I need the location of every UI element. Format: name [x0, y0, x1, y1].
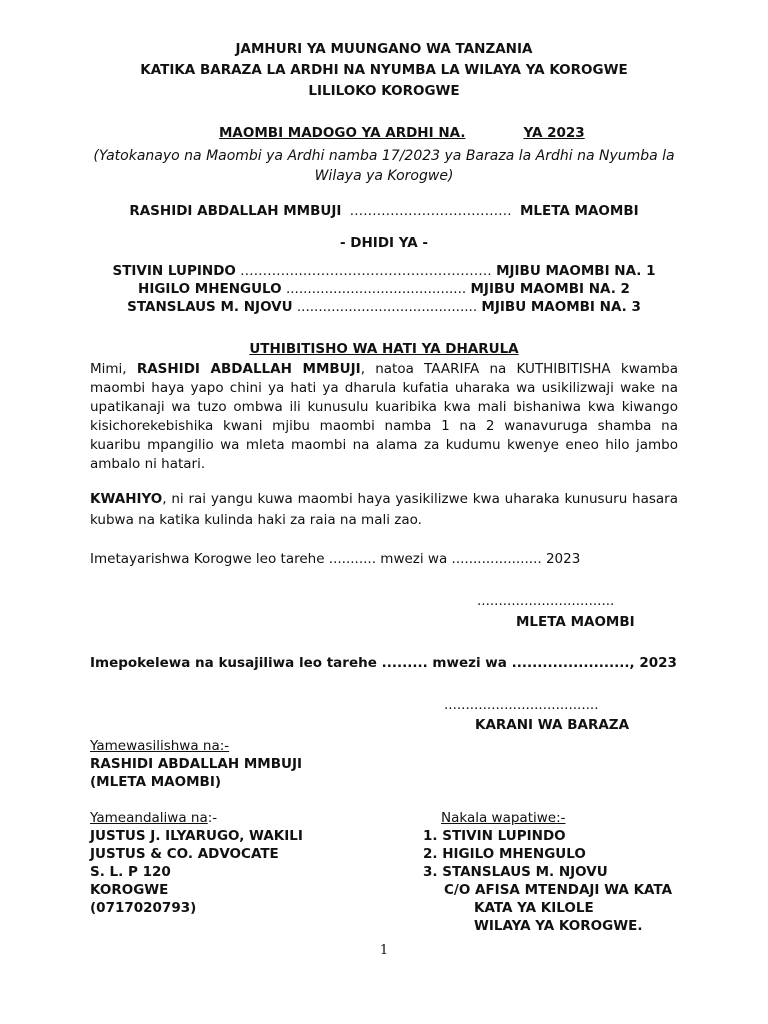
applicant-dots: ………………………………	[349, 203, 512, 219]
copy-kata: KATA YA KILOLE	[474, 900, 594, 916]
respondent-role: MJIBU MAOMBI NA. 3	[481, 299, 641, 315]
respondent-role: MJIBU MAOMBI NA. 1	[496, 263, 656, 279]
filed-by-name: RASHIDI ABDALLAH MMBUJI	[90, 756, 303, 772]
applicant-line	[0, 203, 768, 219]
p2-therefore: KWAHIYO	[90, 491, 163, 507]
copy-recipient: 1. STIVIN LUPINDO	[423, 828, 566, 844]
drawn-by-line: KOROGWE	[90, 882, 169, 898]
page-number: 1	[379, 943, 389, 958]
p1-applicant-name: RASHIDI ABDALLAH MMBUJI	[136, 361, 361, 377]
filed-by-role: (MLETA MAOMBI)	[90, 774, 222, 790]
respondent-line-3	[0, 299, 768, 315]
case-subtitle-line2: Wilaya ya Korogwe)	[314, 168, 454, 184]
filed-by-heading: Yamewasilishwa na:-	[90, 738, 230, 754]
respondent-name: HIGILO MHENGULO	[138, 281, 282, 297]
header-tribunal: KATIKA BARAZA LA ARDHI NA NYUMBA LA WILAYA YA KOROGWE	[140, 62, 628, 78]
header-republic: JAMHURI YA MUUNGANO WA TANZANIA	[235, 41, 533, 57]
prepared-date-line: Imetayarishwa Korogwe leo tarehe ........... mwezi wa ..................... 2023	[90, 551, 581, 567]
header-location: LILILOKO KOROGWE	[308, 83, 460, 99]
p1-body: , natoa TAARIFA na KUTHIBITISHA kwamba maombi haya yapo chini ya hati ya dharula kufatia uharaka wa usikilizwaji wake na upatikanaji wa tuzo ombwa ili kunusulu kuaribika kwa mali bishaniwa kwa kiwango kisichorekebishika kwani mjibu maombi namba 1 na 2 wanavuruga shamba na kuaribu mpangilio wa mleta maombi na alama za kudumu kwenye eneo hilo jambo ambalo ni hatari.	[90, 361, 678, 472]
respondent-name: STIVIN LUPINDO	[112, 263, 236, 279]
drawn-by-line: JUSTUS J. ILYARUGO, WAKILI	[90, 828, 303, 844]
case-subtitle-line1: (Yatokanayo na Maombi ya Ardhi namba 17/2023 ya Baraza la Ardhi na Nyumba la	[93, 148, 675, 164]
respondent-role: MJIBU MAOMBI NA. 2	[470, 281, 630, 297]
copies-heading: Nakala wapatiwe:-	[441, 810, 566, 826]
copy-care-of: C/O AFISA MTENDAJI WA KATA	[444, 882, 673, 898]
copy-wilaya: WILAYA YA KOROGWE.	[474, 918, 643, 934]
applicant-signature-dots: ................................	[477, 593, 615, 609]
drawn-by-line: (0717020793)	[90, 900, 197, 916]
copy-recipient: 2. HIGILO MHENGULO	[423, 846, 586, 862]
case-title-right: YA 2023	[523, 125, 585, 141]
respondent-line-2	[0, 281, 768, 297]
case-title	[219, 125, 585, 141]
drawn-by-heading: Yameandaliwa na	[90, 810, 208, 826]
versus-label: - DHIDI YA -	[340, 235, 428, 251]
certificate-heading: UTHIBITISHO WA HATI YA DHARULA	[249, 341, 519, 357]
certificate-paragraph-2	[90, 489, 678, 531]
respondent-name: STANSLAUS M. NJOVU	[127, 299, 293, 315]
drawn-by-heading-suffix: :-	[207, 810, 218, 826]
case-title-left: MAOMBI MADOGO YA ARDHI NA.	[219, 125, 466, 141]
p1-start: Mimi,	[90, 361, 137, 377]
received-date-line: Imepokelewa na kusajiliwa leo tarehe ......... mwezi wa ......................., 2023	[90, 655, 677, 671]
copy-recipient: 3. STANSLAUS M. NJOVU	[423, 864, 608, 880]
drawn-by-heading-line	[90, 810, 217, 826]
respondent-dots: …………..……………………………………	[240, 263, 492, 279]
clerk-signature-dots: ....................................	[444, 697, 599, 713]
certificate-paragraph-1	[90, 360, 678, 474]
respondent-dots: ..........................................	[285, 281, 467, 297]
clerk-signature-label: KARANI WA BARAZA	[475, 717, 630, 733]
p2-body: , ni rai yangu kuwa maombi haya yasikilizwe kwa uharaka kunusuru hasara kubwa na katika kulinda haki za raia na mali zao.	[90, 491, 678, 528]
drawn-by-line: JUSTUS & CO. ADVOCATE	[90, 846, 279, 862]
applicant-role: MLETA MAOMBI	[519, 203, 639, 219]
applicant-name: RASHIDI ABDALLAH MMBUJI	[129, 203, 342, 219]
drawn-by-line: S. L. P 120	[90, 864, 171, 880]
applicant-signature-label: MLETA MAOMBI	[516, 614, 635, 630]
respondent-line-1	[0, 263, 768, 279]
respondent-dots: ..........................................	[296, 299, 478, 315]
